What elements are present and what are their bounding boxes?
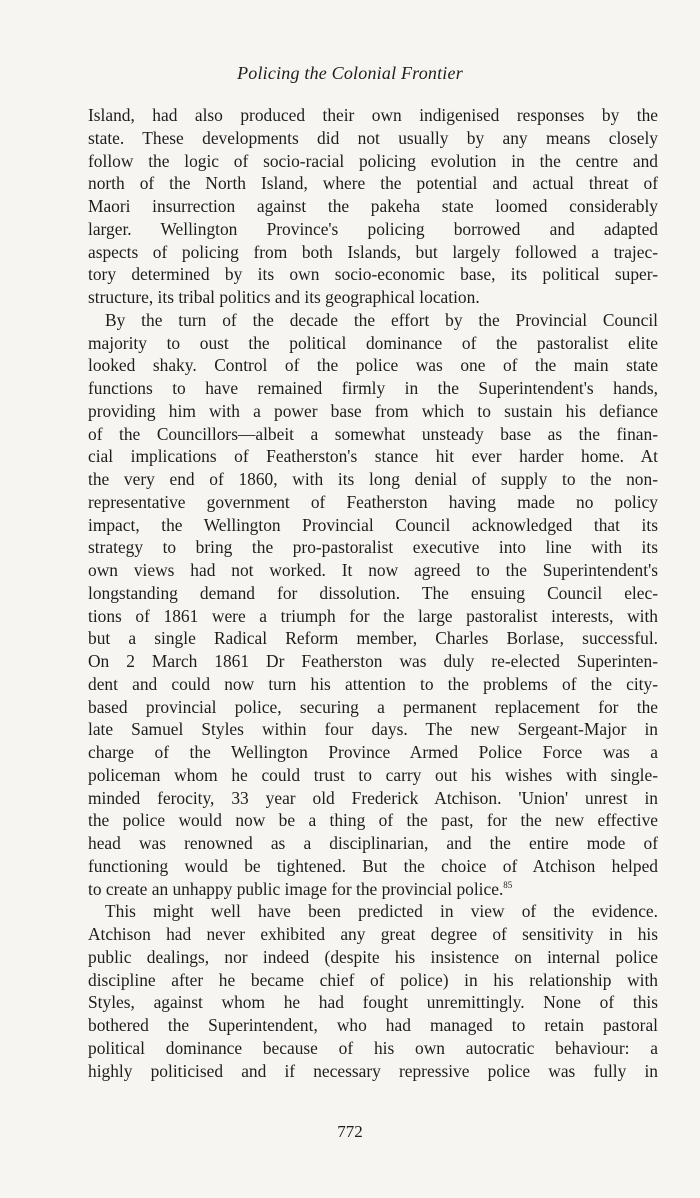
text-line: dent and could now turn his attention to the problems of the city- xyxy=(88,673,658,694)
text-line: but a single Radical Reform member, Charles Borlase, successful. xyxy=(88,628,658,649)
text-line: own views had not worked. It now agreed to the Superintendent's xyxy=(88,560,658,580)
text-line: By the turn of the decade the effort by the Provincial Council xyxy=(105,309,658,330)
text-line: the very end of 1860, with its long denial of supply to the non- xyxy=(88,469,658,489)
paragraph xyxy=(88,104,658,309)
text-line: providing him with a power base from which to sustain his defiance xyxy=(88,400,658,421)
text-line: charge of the Wellington Province Armed Police Force was a xyxy=(88,742,658,762)
text-line: political dominance because of his own autocratic behaviour: a xyxy=(88,1037,658,1058)
footnote-reference: 85 xyxy=(503,879,513,890)
text-line: larger. Wellington Province's policing borrowed and adapted xyxy=(88,218,658,239)
text-line: of the Councillors—albeit a somewhat unsteady base as the finan- xyxy=(88,423,658,444)
text-line: majority to oust the political dominance of the pastoralist elite xyxy=(88,332,658,353)
body-text xyxy=(88,104,658,1082)
text-line: discipline after he became chief of police) in his relationship with xyxy=(88,969,658,990)
text-line: aspects of policing from both Islands, but largely followed a trajec- xyxy=(88,241,658,262)
text-line: On 2 March 1861 Dr Featherston was duly re-elected Superinten- xyxy=(88,651,658,671)
text-line: functioning would be tightened. But the choice of Atchison helped xyxy=(88,855,658,876)
text-line: Styles, against whom he had fought unremittingly. None of this xyxy=(88,992,658,1013)
text-line: Island, had also produced their own indigenised responses by the xyxy=(88,105,658,125)
text-line: representative government of Featherston having made no policy xyxy=(88,491,658,512)
text-line: bothered the Superintendent, who had managed to retain pastoral xyxy=(88,1015,658,1035)
text-line: follow the logic of socio-racial policing evolution in the centre and xyxy=(88,150,658,171)
text-line: impact, the Wellington Provincial Council acknowledged that its xyxy=(88,514,658,535)
page-number: 772 xyxy=(337,1122,363,1141)
text-line: Atchison had never exhibited any great degree of sensitivity in his xyxy=(88,924,658,944)
text-line: policeman whom he could trust to carry out his wishes with single- xyxy=(88,764,658,785)
text-line: based provincial police, securing a permanent replacement for the xyxy=(88,696,658,717)
text-line: highly politicised and if necessary repressive police was fully in xyxy=(88,1060,658,1081)
text-line: longstanding demand for dissolution. The ensuing Council elec- xyxy=(88,582,658,603)
text-line: the police would now be a thing of the past, for the new effective xyxy=(88,810,658,831)
text-line: tory determined by its own socio-economic base, its political super- xyxy=(88,264,658,285)
text-line: to create an unhappy public image for the provincial police.$^{85}$ xyxy=(88,878,513,899)
text-line: strategy to bring the pro-pastoralist executive into line with its xyxy=(88,537,658,558)
text-line: state. These developments did not usually by any means closely xyxy=(88,127,658,148)
text-line: functions to have remained firmly in the Superintendent's hands, xyxy=(88,378,658,398)
text-line: minded ferocity, 33 year old Frederick Atchison. 'Union' unrest in xyxy=(88,787,658,808)
paragraph xyxy=(88,900,658,1082)
text-line: Maori insurrection against the pakeha state loomed considerably xyxy=(88,196,658,216)
paragraph xyxy=(88,309,658,901)
text-line: This might well have been predicted in view of the evidence. xyxy=(105,901,658,922)
text-line: north of the North Island, where the potential and actual threat of xyxy=(88,173,658,194)
text-line: tions of 1861 were a triumph for the large pastoralist interests, with xyxy=(88,605,658,626)
text-line: head was renowned as a disciplinarian, and the entire mode of xyxy=(88,833,658,853)
text-line: looked shaky. Control of the police was one of the main state xyxy=(88,355,658,376)
text-line: structure, its tribal politics and its geographical location. xyxy=(88,287,480,307)
text-line: public dealings, nor indeed (despite his insistence on internal police xyxy=(88,946,658,967)
text-line: late Samuel Styles within four days. The new Sergeant-Major in xyxy=(88,719,658,740)
text-line: cial implications of Featherston's stance hit ever harder home. At xyxy=(88,446,658,467)
running-head: Policing the Colonial Frontier xyxy=(237,63,463,83)
